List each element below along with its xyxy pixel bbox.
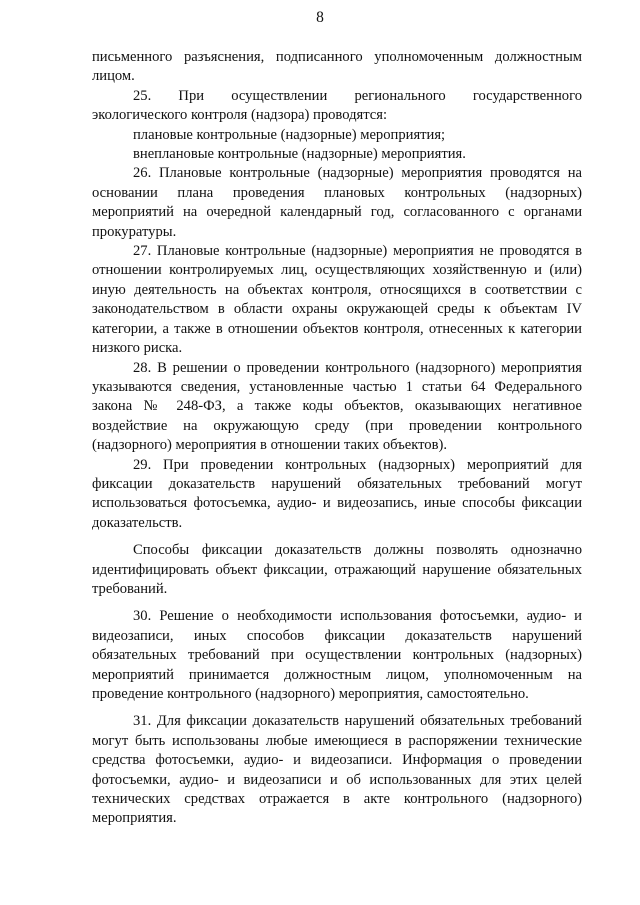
paragraph-29: 29. При проведении контрольных (надзорных) мероприятий для фиксации доказательств нарушений обязательных требований могут использоваться фотосъемка, аудио- и видеозапись, иные способы фиксации доказательств. <box>92 456 582 531</box>
list-item-unplanned-activities: внеплановые контрольные (надзорные) мероприятия. <box>133 146 466 163</box>
paragraph-evidence-methods: Способы фиксации доказательств должны позволять однозначно идентифицировать объект фиксации, отражающий нарушение обязательных требований. <box>92 542 582 597</box>
paragraph-continuation: письменного разъяснения, подписанного уполномоченным должностным лицом. <box>92 49 582 85</box>
page-number: 8 <box>316 9 324 26</box>
document-body <box>92 48 582 829</box>
paragraph-30: 30. Решение о необходимости использования фотосъемки, аудио- и видеозаписи, иных способов фиксации доказательств нарушений обязательных требований при осуществлении контрольных (надзорных) мероприятий принимается должностным лицом, уполномоченным на проведение контрольного (надзорного) мероприятия, самостоятельно. <box>92 608 582 702</box>
paragraph-31: 31. Для фиксации доказательств нарушений обязательных требований могут быть использованы любые имеющиеся в распоряжении технические средства фотосъемки, аудио- и видеозаписи. Информация о проведении фотосъемки, аудио- и видеозаписи и об использованных для этих целей технических средствах отражается в акте контрольного (надзорного) мероприятия. <box>92 713 582 827</box>
paragraph-25: 25. При осуществлении регионального государственного экологического контроля (надзора) проводятся: <box>92 87 582 124</box>
paragraph-27: 27. Плановые контрольные (надзорные) мероприятия не проводятся в отношении контролируемых лиц, осуществляющих хозяйственную и (или) иную деятельность на объектах контроля, относящихся в соответствии с законодательством в области охраны окружающей среды к объектам IV категории, а также в отношении объектов контроля, отнесенных к категории низкого риска. <box>92 243 582 357</box>
paragraph-28: 28. В решении о проведении контрольного (надзорного) мероприятия указываются сведения, установленные частью 1 статьи 64 Федерального закона № 248-ФЗ, а также коды объектов, оказывающих негативное воздействие на окружающую среду (при проведении контрольного (надзорного) мероприятия в отношении таких объектов). <box>92 359 582 454</box>
list-item-planned-activities: плановые контрольные (надзорные) мероприятия; <box>133 126 446 143</box>
paragraph-26: 26. Плановые контрольные (надзорные) мероприятия проводятся на основании плана проведения плановых контрольных (надзорных) мероприятий на очередной календарный год, согласованного с органами прокуратуры. <box>92 165 582 240</box>
